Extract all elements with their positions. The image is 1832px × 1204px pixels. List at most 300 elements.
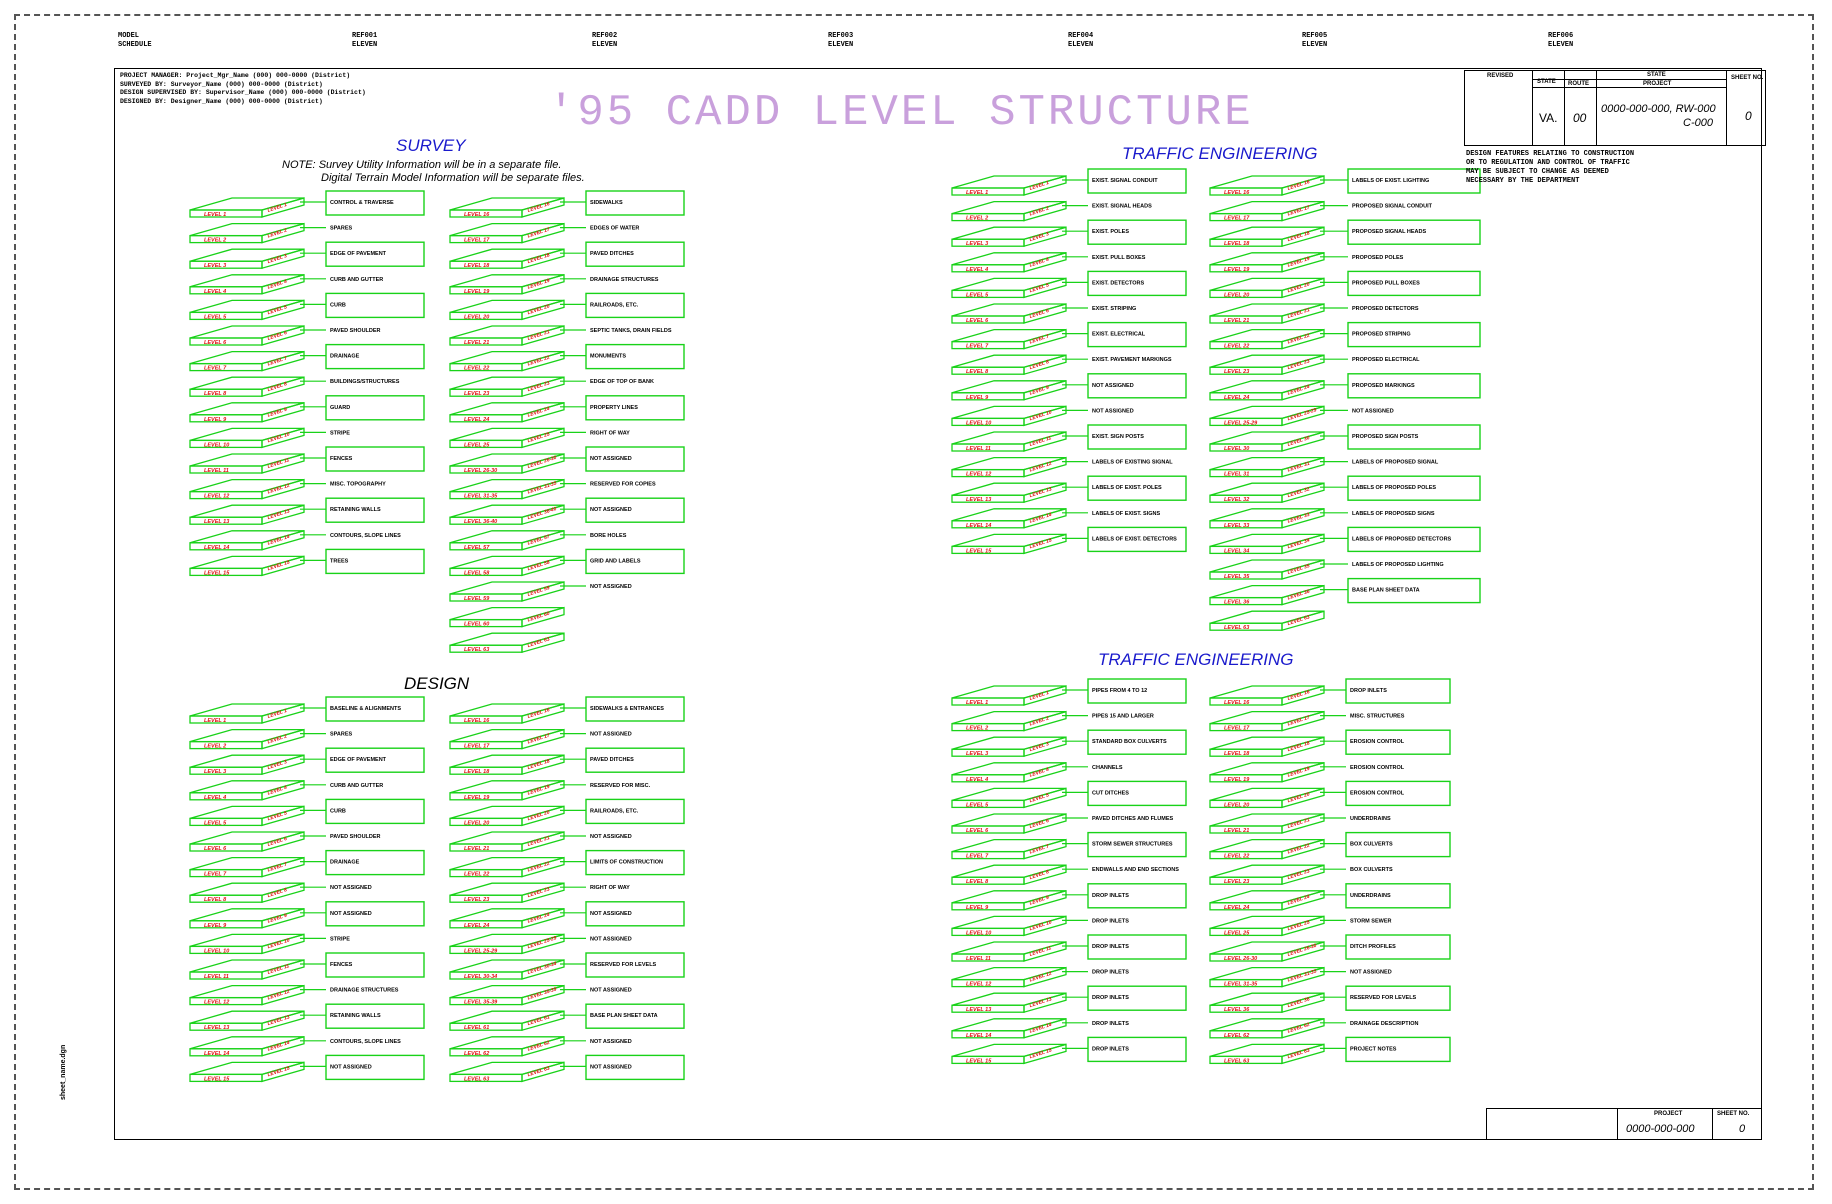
level-slab	[190, 198, 304, 218]
level-slab	[1210, 432, 1324, 452]
level-side-label: LEVEL 31-35	[1286, 968, 1318, 984]
header-ref-top: REF002	[592, 32, 618, 40]
level-side-label: LEVEL 15	[1028, 537, 1053, 551]
route-cell	[1565, 71, 1597, 145]
level-side-label: LEVEL 4	[1028, 256, 1050, 269]
level-label: LEVEL 8	[966, 369, 989, 376]
level-description-text: EXIST. SIGNAL HEADS	[1092, 203, 1152, 210]
level-side-label: LEVEL 63	[526, 636, 551, 650]
level-label: LEVEL 22	[464, 871, 490, 878]
stack-traffic_top_b	[1210, 169, 1480, 631]
level-side-label: LEVEL 35	[1286, 563, 1311, 576]
level-label: LEVEL 24	[464, 416, 490, 423]
level-slab	[190, 832, 304, 852]
level-side-label: LEVEL 2	[1028, 715, 1050, 728]
level-label: LEVEL 3	[204, 769, 227, 776]
level-description-text: SPARES	[330, 731, 353, 738]
level-description-text: FENCES	[330, 962, 353, 968]
level-slab	[952, 355, 1066, 375]
route-label: ROUTE	[1568, 81, 1589, 87]
level-slab	[1210, 304, 1324, 324]
level-description-text: SIDEWALKS	[590, 200, 623, 206]
level-label: LEVEL 21	[1224, 828, 1250, 834]
level-description-text: STORM SEWER STRUCTURES	[1092, 841, 1173, 848]
level-label: LEVEL 9	[204, 416, 227, 423]
level-label: LEVEL 20	[1224, 292, 1250, 299]
level-side-label: LEVEL 16	[526, 707, 551, 720]
disclaimer-line: OR TO REGULATION AND CONTROL OF TRAFFIC	[1466, 159, 1630, 167]
level-side-label: LEVEL 36	[1286, 996, 1311, 1010]
level-label: LEVEL 63	[1224, 625, 1250, 632]
level-side-label: LEVEL 17	[1286, 714, 1311, 728]
level-description	[300, 482, 386, 488]
level-label: LEVEL 1	[966, 700, 989, 706]
level-slab	[952, 330, 1066, 350]
level-slab	[952, 176, 1066, 196]
level-description	[1062, 425, 1186, 449]
level-side-label: LEVEL 23	[526, 886, 551, 900]
level-description-text: DROP INLETS	[1092, 969, 1129, 976]
level-label: LEVEL 9	[966, 394, 989, 401]
level-label: LEVEL 11	[966, 956, 991, 962]
level-description	[1320, 357, 1420, 363]
level-slab	[450, 582, 564, 602]
level-description-text: LABELS OF EXIST. LIGHTING	[1352, 178, 1430, 184]
level-side-label: LEVEL 7	[1028, 843, 1050, 856]
level-side-label: LEVEL 25-29	[1286, 407, 1318, 423]
bottom-title-block	[1486, 1108, 1762, 1140]
level-label: LEVEL 19	[464, 288, 490, 295]
level-label: LEVEL 22	[1224, 343, 1250, 350]
level-description-text: PROPOSED SIGNAL CONDUIT	[1352, 203, 1432, 210]
level-label: LEVEL 11	[204, 468, 229, 474]
disclaimer-line: MAY BE SUBJECT TO CHANGE AS DEEMED	[1466, 168, 1609, 176]
level-side-label: LEVEL 5	[1028, 792, 1050, 805]
level-description	[1062, 970, 1129, 976]
level-label: LEVEL 57	[464, 544, 490, 551]
level-side-label: LEVEL 19	[526, 783, 551, 797]
level-side-label: LEVEL 62	[1286, 1021, 1311, 1035]
level-slab	[190, 1011, 304, 1031]
level-description	[300, 430, 350, 436]
level-slab	[952, 712, 1066, 732]
level-description-text: CONTROL & TRAVERSE	[330, 200, 394, 206]
level-description-text: PAVED SHOULDER	[330, 834, 381, 840]
level-label: LEVEL 17	[464, 743, 490, 750]
level-slab	[450, 377, 564, 397]
stack-survey_b	[450, 191, 684, 653]
level-slab	[1210, 278, 1324, 298]
level-label: LEVEL 62	[464, 1050, 490, 1057]
level-description	[560, 1004, 684, 1028]
level-description-text: EROSION CONTROL	[1350, 790, 1405, 797]
state-cell	[1533, 71, 1565, 145]
level-slab	[1210, 1044, 1324, 1064]
level-slab	[952, 891, 1066, 911]
level-description-text: FENCES	[330, 456, 353, 462]
level-side-label: LEVEL 17	[526, 732, 551, 746]
revised-label: REVISED	[1487, 73, 1514, 79]
level-description	[300, 988, 399, 994]
stack-design_b	[450, 697, 684, 1082]
level-label: LEVEL 3	[204, 263, 227, 270]
level-description	[1320, 1037, 1450, 1061]
level-description	[1062, 714, 1154, 720]
level-slab	[1210, 560, 1324, 580]
level-description	[300, 549, 424, 573]
level-description	[1062, 204, 1152, 210]
level-label: LEVEL 3	[966, 241, 989, 248]
level-side-label: LEVEL 22	[1286, 842, 1311, 856]
header-ref-top: REF003	[828, 32, 854, 40]
header-ref-top: REF006	[1548, 32, 1574, 40]
level-description	[560, 732, 632, 738]
level-side-label: LEVEL 3	[1028, 231, 1050, 244]
level-side-label: LEVEL 9	[266, 912, 288, 925]
level-description	[300, 697, 424, 721]
level-description	[560, 498, 684, 522]
level-slab	[190, 224, 304, 244]
level-label: LEVEL 8	[204, 391, 227, 398]
level-side-label: LEVEL 13	[266, 1014, 291, 1028]
level-label: LEVEL 22	[1224, 853, 1250, 860]
level-slab	[952, 509, 1066, 529]
level-side-label: LEVEL 5	[266, 304, 288, 317]
level-slab	[450, 505, 564, 525]
level-slab	[1210, 942, 1324, 962]
level-label: LEVEL 7	[966, 853, 989, 860]
level-description-text: PROPOSED DETECTORS	[1352, 306, 1419, 312]
project-value-2: C-000	[1683, 117, 1713, 129]
level-description	[1320, 679, 1450, 703]
level-slab	[450, 224, 564, 244]
level-description-text: CUT DITCHES	[1092, 790, 1129, 797]
level-slab	[952, 227, 1066, 247]
level-description-text: NOT ASSIGNED	[330, 910, 372, 917]
level-description	[1062, 271, 1186, 295]
level-description-text: EDGE OF TOP OF BANK	[590, 379, 654, 386]
level-side-label: LEVEL 9	[1028, 384, 1050, 397]
level-slab	[190, 704, 304, 724]
level-side-label: LEVEL 22	[1286, 332, 1311, 346]
level-slab	[1210, 865, 1324, 885]
level-slab	[952, 788, 1066, 808]
level-description	[300, 328, 381, 334]
level-slab	[952, 737, 1066, 757]
level-description-text: DITCH PROFILES	[1350, 944, 1396, 950]
level-slab	[450, 198, 564, 218]
level-label: LEVEL 2	[966, 725, 989, 732]
level-label: LEVEL 6	[966, 828, 989, 834]
level-side-label: LEVEL 63	[1286, 614, 1311, 628]
level-slab	[1210, 993, 1324, 1013]
level-side-label: LEVEL 58	[526, 559, 551, 573]
level-side-label: LEVEL 15	[266, 1065, 291, 1079]
level-description-text: DROP INLETS	[1092, 995, 1129, 1002]
level-description	[560, 345, 684, 369]
level-description	[560, 482, 656, 488]
level-description-text: LABELS OF EXISTING SIGNAL	[1092, 459, 1173, 466]
level-description	[300, 242, 424, 266]
level-slab	[1210, 840, 1324, 860]
level-slab	[952, 202, 1066, 222]
level-side-label: LEVEL 8	[1028, 869, 1050, 882]
level-description	[560, 430, 630, 436]
level-side-label: LEVEL 2	[1028, 205, 1050, 218]
level-description-text: LABELS OF EXIST. POLES	[1092, 485, 1162, 492]
level-label: LEVEL 4	[966, 776, 989, 783]
level-slab	[952, 916, 1066, 936]
level-side-label: LEVEL 18	[1286, 230, 1311, 244]
level-description	[1320, 169, 1480, 193]
level-label: LEVEL 5	[966, 802, 989, 809]
level-description-text: EXIST. PAVEMENT MARKINGS	[1092, 357, 1172, 364]
level-slab	[190, 1037, 304, 1057]
level-description	[560, 1055, 684, 1079]
level-label: LEVEL 59	[464, 596, 490, 602]
level-side-label: LEVEL 8	[266, 381, 288, 394]
level-description-text: NOT ASSIGNED	[1350, 969, 1392, 976]
level-slab	[190, 275, 304, 295]
level-slab	[450, 275, 564, 295]
stack-traffic_bot_b	[1210, 679, 1450, 1064]
level-label: LEVEL 10	[966, 930, 992, 937]
sheet-value: 0	[1745, 109, 1752, 123]
level-slab	[952, 865, 1066, 885]
level-description	[1062, 730, 1186, 754]
level-side-label: LEVEL 20	[1286, 281, 1311, 295]
level-description	[560, 748, 684, 772]
level-description-text: RETAINING WALLS	[330, 1013, 381, 1020]
level-side-label: LEVEL 4	[1028, 766, 1050, 779]
level-label: LEVEL 5	[966, 292, 989, 299]
level-slab	[450, 1062, 564, 1082]
level-description-text: BOX CULVERTS	[1350, 867, 1393, 874]
level-label: LEVEL 19	[1224, 776, 1250, 783]
level-label: LEVEL 23	[1224, 879, 1250, 886]
level-description	[1062, 460, 1173, 466]
level-description	[1062, 357, 1172, 363]
level-description	[300, 533, 401, 539]
level-slab	[1210, 586, 1324, 606]
level-side-label: LEVEL 35-39	[526, 986, 558, 1002]
level-side-label: LEVEL 12	[266, 988, 291, 1002]
level-description	[300, 748, 424, 772]
level-label: LEVEL 23	[1224, 369, 1250, 376]
level-label: LEVEL 11	[966, 446, 991, 452]
level-slab	[450, 428, 564, 448]
level-slab	[190, 909, 304, 929]
level-description-text: CONTOURS, SLOPE LINES	[330, 1038, 401, 1045]
level-description	[560, 533, 627, 539]
level-slab	[1210, 891, 1324, 911]
level-slab	[450, 300, 564, 320]
level-slab	[1210, 534, 1324, 554]
level-side-label: LEVEL 26-30	[1286, 942, 1318, 958]
level-description	[1320, 204, 1433, 210]
level-description	[560, 834, 632, 840]
level-description-text: LABELS OF PROPOSED DETECTORS	[1352, 536, 1452, 543]
level-slab	[190, 505, 304, 525]
level-label: LEVEL 25-29	[464, 948, 498, 955]
level-slab	[190, 326, 304, 346]
level-label: LEVEL 12	[204, 999, 230, 1006]
level-side-label: LEVEL 18	[1286, 740, 1311, 754]
level-description	[300, 902, 424, 926]
level-label: LEVEL 6	[966, 318, 989, 324]
level-slab	[450, 806, 564, 826]
level-description-text: BOX CULVERTS	[1350, 841, 1393, 848]
level-side-label: LEVEL 22	[526, 860, 551, 874]
level-label: LEVEL 63	[1224, 1058, 1250, 1065]
level-slab	[952, 381, 1066, 401]
level-description	[1320, 323, 1480, 347]
level-side-label: LEVEL 24	[1286, 383, 1311, 397]
level-side-label: LEVEL 31-35	[526, 480, 558, 496]
level-side-label: LEVEL 3	[1028, 741, 1050, 754]
level-slab	[1210, 788, 1324, 808]
level-side-label: LEVEL 1	[1028, 179, 1050, 192]
level-description-text: CURB AND GUTTER	[330, 782, 384, 789]
level-description	[560, 584, 632, 590]
level-label: LEVEL 17	[1224, 215, 1250, 222]
level-description-text: PROPOSED SIGNAL HEADS	[1352, 229, 1427, 236]
level-description-text: PROPOSED SIGN POSTS	[1352, 434, 1419, 440]
level-side-label: LEVEL 13	[1028, 486, 1053, 500]
header-ref-bottom: ELEVEN	[352, 41, 378, 49]
level-label: LEVEL 14	[204, 1050, 230, 1057]
level-slab	[1210, 381, 1324, 401]
stack-design_a	[190, 697, 424, 1082]
level-description-text: CURB	[330, 302, 346, 309]
level-slab	[450, 960, 564, 980]
level-label: LEVEL 61	[464, 1025, 490, 1032]
level-description	[300, 396, 424, 420]
level-description	[1062, 986, 1186, 1010]
level-label: LEVEL 12	[204, 493, 230, 500]
level-slab	[450, 480, 564, 500]
level-description-text: NOT ASSIGNED	[590, 456, 632, 462]
level-label: LEVEL 32	[1224, 497, 1250, 504]
level-description-text: BASE PLAN SHEET DATA	[590, 1013, 658, 1020]
level-side-label: LEVEL 18	[526, 758, 551, 772]
header-ref-bottom: ELEVEN	[1302, 41, 1328, 49]
level-description-text: RESERVED FOR MISC.	[590, 782, 651, 789]
level-label: LEVEL 17	[464, 237, 490, 244]
level-side-label: LEVEL 31	[1286, 460, 1311, 474]
level-side-label: LEVEL 15	[266, 559, 291, 573]
level-description	[560, 851, 684, 875]
level-description-text: DRAINAGE	[330, 859, 360, 866]
level-description-text: EXIST. STRIPING	[1092, 306, 1137, 312]
level-description-text: DROP INLETS	[1092, 918, 1129, 925]
level-description-text: BORE HOLES	[590, 532, 627, 539]
level-description-text: LABELS OF PROPOSED POLES	[1352, 485, 1437, 492]
header-ref-top: REF001	[352, 32, 378, 40]
level-description-text: PROPOSED MARKINGS	[1352, 382, 1415, 389]
level-slab	[1210, 763, 1324, 783]
level-description-text: PAVED DITCHES	[590, 757, 634, 764]
level-description	[1062, 323, 1186, 347]
section-title-survey: SURVEY	[396, 136, 466, 155]
level-slab	[1210, 611, 1324, 631]
level-description-text: EDGE OF PAVEMENT	[330, 757, 387, 764]
level-description	[560, 936, 632, 942]
level-description-text: NOT ASSIGNED	[590, 936, 632, 943]
level-label: LEVEL 1	[204, 212, 227, 218]
state-value: VA.	[1539, 111, 1558, 125]
level-label: LEVEL 14	[204, 544, 230, 551]
level-slab	[1210, 1019, 1324, 1039]
level-description	[560, 885, 630, 891]
level-label: LEVEL 14	[966, 522, 992, 529]
level-description-text: PIPES FROM 4 TO 12	[1092, 688, 1148, 694]
level-slab	[450, 454, 564, 474]
level-label: LEVEL 18	[1224, 751, 1250, 758]
level-description	[560, 396, 684, 420]
level-description-text: CURB AND GUTTER	[330, 276, 384, 283]
level-slab	[190, 428, 304, 448]
level-label: LEVEL 36	[1224, 599, 1250, 606]
title-block	[1464, 70, 1766, 146]
level-side-label: LEVEL 25-29	[526, 935, 558, 951]
level-side-label: LEVEL 36	[1286, 588, 1311, 602]
level-slab	[952, 942, 1066, 962]
level-side-label: LEVEL 16	[1286, 179, 1311, 192]
level-description	[300, 345, 424, 369]
level-description-text: NOT ASSIGNED	[590, 584, 632, 590]
level-description	[1062, 220, 1186, 244]
level-slab	[1210, 686, 1324, 706]
level-label: LEVEL 16	[1224, 190, 1250, 196]
level-slab	[190, 934, 304, 954]
header-ref-bottom: SCHEDULE	[118, 41, 152, 49]
level-description	[1062, 867, 1179, 873]
level-description	[1062, 306, 1136, 312]
level-description-text: PAVED DITCHES	[590, 251, 634, 258]
level-label: LEVEL 15	[204, 570, 230, 577]
level-side-label: LEVEL 24	[526, 405, 551, 419]
level-label: LEVEL 16	[1224, 700, 1250, 706]
level-side-label: LEVEL 9	[1028, 894, 1050, 907]
level-description-text: CURB	[330, 808, 346, 815]
level-description-text: UNDERDRAINS	[1350, 816, 1391, 822]
level-slab	[190, 531, 304, 551]
level-description	[300, 953, 424, 977]
level-description	[1062, 781, 1186, 805]
level-slab	[952, 993, 1066, 1013]
level-description	[300, 191, 424, 215]
level-description-text: PROJECT NOTES	[1350, 1046, 1397, 1053]
level-description	[560, 988, 632, 994]
level-label: LEVEL 20	[464, 820, 490, 827]
header-ref-bottom: ELEVEN	[828, 41, 854, 49]
state-label: STATE	[1537, 79, 1556, 85]
level-description	[300, 783, 383, 789]
level-description-text: LABELS OF PROPOSED SIGNS	[1352, 510, 1435, 517]
level-slab	[952, 814, 1066, 834]
level-slab	[1210, 355, 1324, 375]
section-title-traffic-top: TRAFFIC ENGINEERING	[1122, 144, 1318, 163]
level-description	[1320, 374, 1480, 398]
level-label: LEVEL 12	[966, 981, 992, 988]
level-side-label: LEVEL 14	[266, 1039, 291, 1053]
level-slab	[952, 278, 1066, 298]
note-line-1: Survey Utility Information will be in a separate file.	[318, 159, 562, 171]
level-description-text: RESERVED FOR LEVELS	[1350, 995, 1417, 1002]
level-label: LEVEL 30	[1224, 446, 1250, 452]
level-description	[300, 226, 353, 232]
